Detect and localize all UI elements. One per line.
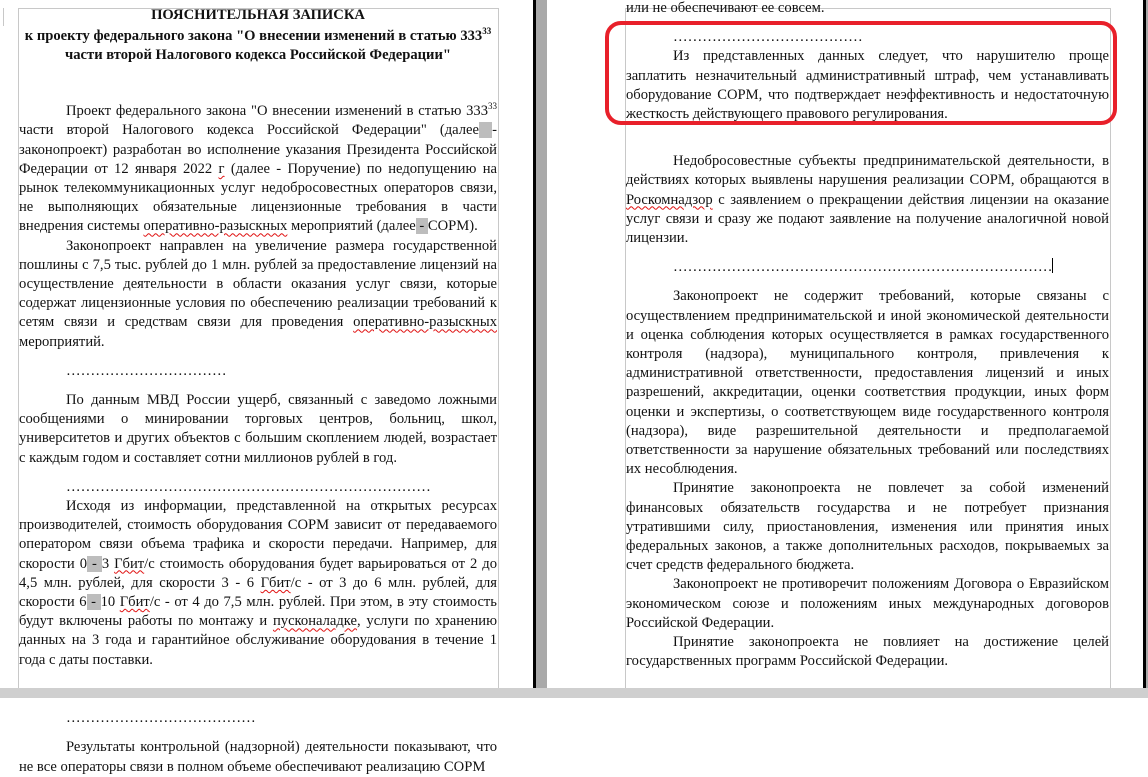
page-corner-mark xyxy=(0,8,4,26)
paragraph-eaeu-treaty: Законопроект не противоречит положениям Договора о Евразийском экономическом союзе и положениям иных международных договоров Российской Федерации. xyxy=(626,576,1109,631)
spellcheck-word[interactable]: Гбит xyxy=(119,594,150,611)
paragraph-bad-actors: Недобросовестные субъекты предпринимательской деятельности, в действиях которых выявлены нарушения реализации СОРМ, обращаются в Роскомнадзор с заявлением о прекращении действия лицензии на оказание услуг связи и сразу же подают заявление на получение аналогичной новой лицензии. xyxy=(626,153,1109,247)
document-subtitle xyxy=(19,27,497,65)
spellcheck-word[interactable]: пусконаладке xyxy=(272,613,358,630)
document-page-left xyxy=(0,0,533,775)
spellcheck-word[interactable]: Роскомнадзор xyxy=(626,191,713,208)
subtitle-text: к проекту федерального закона "О внесении изменений в статью 333 xyxy=(24,28,483,45)
page-text-area[interactable] xyxy=(19,6,497,777)
paragraph-intro: Проект федерального закона "О внесении изменений в статью $333^{33}$ части второй Налогового кодекса Российской Федерации" (далее - законопроект) разработан во исполнение указания Президента Российской Федерации от 12 января 2022 г (далее - Поручение) по недопущению на рынок телекоммуникационных услуг недобросовестных операторов связи, не выполняющих обязательные лицензионные требования в части внедрения системы оперативно-разыскных мероприятий (далее - СОРМ). xyxy=(19,101,498,235)
paragraph-continuation: или не обеспечивают ее совсем. xyxy=(626,0,825,16)
document-page-right xyxy=(547,0,1143,688)
paragraph-mvd: По данным МВД России ущерб, связанный с заведомо ложными сообщениями о минировании торговых центров, больниц, школ, университетов и других объектов с большим скоплением людей, возрастает с каждым годом и составляет сотни миллионов рублей в год. xyxy=(19,392,497,466)
subtitle-text-line2: части второй Налогового кодекса Российской Федерации" xyxy=(65,47,451,64)
ellipsis-placeholder: ………………………………………………………………… xyxy=(66,478,431,495)
spellcheck-word[interactable]: г xyxy=(218,160,225,177)
ellipsis-placeholder: …………………………… xyxy=(66,362,227,379)
superscript: 33 xyxy=(482,26,492,37)
ellipsis-placeholder: ………………………………… xyxy=(66,710,256,727)
spellcheck-word[interactable]: Гбит xyxy=(260,574,291,591)
spellcheck-word[interactable]: оперативно-разыскных xyxy=(353,314,497,331)
paragraph-duty: Законопроект направлен на увеличение размера государственной пошлины с 7,5 тыс. рублей до 1 млн. рублей за предоставление лицензий на осуществление деятельности в области оказания услуг связи, которые содержат лицензионные условия по обеспечению реализации требований к сетям связи и средствам связи для проведения оперативно-разыскных мероприятий. xyxy=(19,237,497,350)
ellipsis-placeholder: ………………………………… xyxy=(673,29,863,46)
page-text-area[interactable] xyxy=(626,0,1109,672)
paragraph-no-financial-changes: Принятие законопроекта не повлечет за собой изменений финансовых обязательств государства и не потребует признания утратившими силу, приостановления, изменения или принятия иных федеральных законов, а также дополнительных расходов, покрываемых за счет средств федерального бюджета. xyxy=(626,480,1109,574)
document-title: ПОЯСНИТЕЛЬНАЯ ЗАПИСКА xyxy=(151,7,365,23)
paragraph-highlighted-conclusion: Из представленных данных следует, что нарушителю проще заплатить незначительный административный штраф, чем устанавливать оборудование СОРМ, что подтверждает неэффективность и недостаточную жесткость действующего правового регулирования. xyxy=(626,48,1109,123)
spellcheck-word[interactable]: Гбит xyxy=(114,555,145,572)
ellipsis-placeholder: …………………………………………………………………… xyxy=(673,259,1053,276)
paragraph-no-requirements: Законопроект не содержит требований, которые связаны с осуществлением предпринимательской и иной экономической деятельности и оценка соблюдения которых осуществляется в рамках государственного контроля (надзора), муниципального контроля, привлечения к административной ответственности, предоставления лицензий и иных разрешений, аккредитации, оценки соответствия продукции, иных форм оценки и экспертизы, о соответствующем виде государственного контроля (надзора), виде разрешительной деятельности и предполагаемой ответственности за нарушение обязательных требований или последствиях их несоблюдения. xyxy=(626,288,1109,478)
split-view-splitter[interactable] xyxy=(536,0,547,688)
spellcheck-word[interactable]: оперативно-разыскных xyxy=(143,218,288,235)
paragraph-state-programs: Принятие законопроекта не повлияет на достижение целей государственных программ Российской Федерации. xyxy=(626,634,1109,670)
paragraph-costs: Исходя из информации, представленной на открытых ресурсах производителей, стоимость оборудования СОРМ зависит от передаваемого оператором связи объема трафика и скорости передачи. Например, для скорости 0 - 3 Гбит/с стоимость оборудования будет варьироваться от 2 до 4,5 млн. рублей, для скорости 3 - 6 Гбит/с - от 3 до 6 млн. рублей, для скорости 6 - 10 Гбит/с - от 4 до 7,5 млн. рублей. При этом, в эту стоимость будут включены работы по монтажу и пусконаладке, услуги по хранению данных на 3 года и гарантийное обслуживание оборудования в течение 1 года с даты поставки. xyxy=(19,498,498,668)
text-cursor xyxy=(1052,258,1053,273)
horizontal-scrollbar-track[interactable] xyxy=(0,688,1148,698)
paragraph-results: Результаты контрольной (надзорной) деятельности показывают, что не все операторы связи в полном объеме обеспечивают реализацию СОРМ xyxy=(19,739,497,775)
